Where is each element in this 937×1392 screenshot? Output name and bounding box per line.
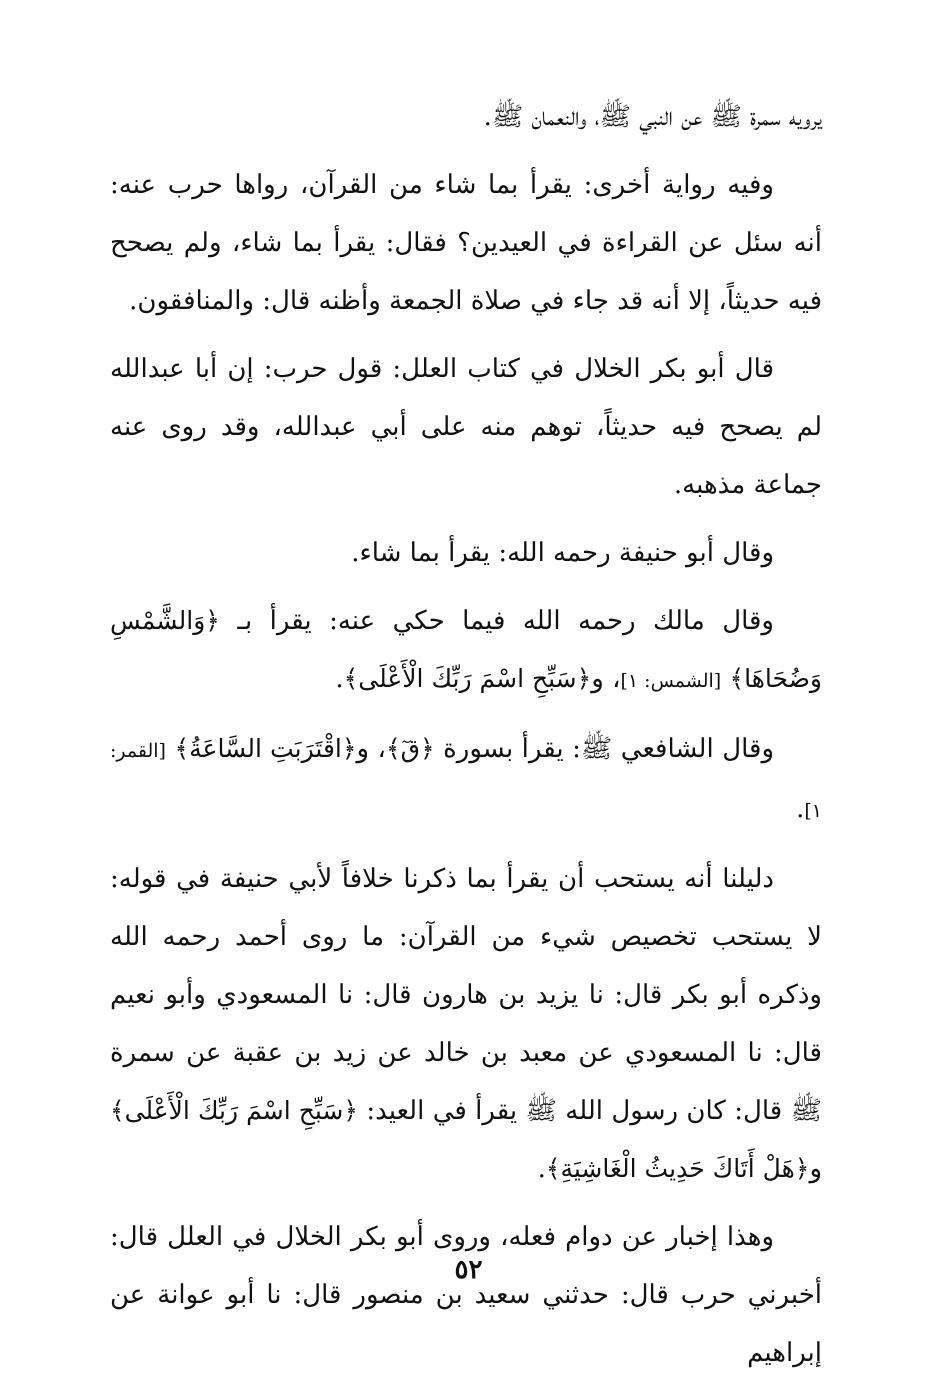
paragraph-p2 [110,156,822,330]
text-segment: وهذا إخبار عن دوام فعله، وروى أبو بكر الخلال في العلل قال: أخبرني حرب قال: حدثني سعيد بن منصور قال: نا أبو عوانة عن إبراهيم [110,1222,822,1368]
paragraph-p8 [110,1208,822,1382]
verse-reference: [القمر: ١] [110,740,822,822]
paragraph-p4 [110,524,822,582]
quran-verse: ﴿سَبِّحِ اسْمَ رَبِّكَ الْأَعْلَى﴾ [343,664,592,693]
text-segment: وقال مالك رحمه الله فيما حكي عنه: يقرأ بـ [219,606,774,636]
text-segment: و [809,1154,822,1184]
text-segment: وقال الشافعي ﷺ: يقرأ بسورة [434,734,774,764]
quran-verse: ﴿وَالشَّمْسِ وَضُحَاهَا﴾ [110,606,822,693]
verse-reference: [الشمس: ١] [620,670,722,692]
text-segment: . [537,1154,546,1184]
text-segment: ، و [356,734,386,764]
text-segment: قال أبو بكر الخلال في كتاب العلل: قول حرب: إن أبا عبدالله لم يصحح فيه حديثاً، توهم منه على أبي عبدالله، وقد روى عنه جماعة مذهبه. [110,354,822,500]
text-segment: . [796,794,805,824]
quran-verse: ﴿سَبِّحِ اسْمَ رَبِّكَ الْأَعْلَى﴾ [110,1096,358,1125]
quran-verse: ﴿قٓ﴾ [385,734,435,763]
text-segment: . [335,664,344,694]
text-segment: وفيه رواية أخرى: يقرأ بما شاء من القرآن، رواها حرب عنه: أنه سئل عن القراءة في العيدين؟ فقال: يقرأ بما شاء، ولم يصحح فيه حديثاً، إلا أنه قد جاء في صلاة الجمعة وأظنه قال: والمنافقون. [110,170,822,316]
text-segment: ، و [591,664,621,694]
page-number: ٥٢ [454,1255,483,1285]
text-segment: وقال أبو حنيفة رحمه الله: يقرأ بما شاء. [351,538,774,568]
quran-verse: ﴿هَلْ أَتَاكَ حَدِيثُ الْغَاشِيَةِ﴾ [545,1154,810,1183]
paragraph-p7 [110,850,822,1198]
text-segment: يرويه سمرة ﷺ عن النبي ﷺ، والنعمان ﷺ. [483,102,822,132]
paragraph-p3 [110,340,822,514]
paragraph-p6 [110,720,822,840]
quran-verse: ﴿اقْتَرَبَتِ السَّاعَةُ﴾ [174,734,357,763]
paragraph-p5 [110,592,822,710]
page-body [110,88,822,1392]
text-segment: دليلنا أنه يستحب أن يقرأ بما ذكرنا خلافاً لأبي حنيفة في قوله: لا يستحب تخصيص شيء من القرآن: ما روى أحمد رحمه الله وذكره أبو بكر قال: نا يزيد بن هارون قال: نا المسعودي وأبو نعيم قال: نا المسعودي عن معبد بن خالد عن زيد بن عقبة عن سمرة ﷺ قال: كان رسول الله ﷺ يقرأ في العيد: [110,864,822,1126]
paragraph-p1 [110,88,822,146]
